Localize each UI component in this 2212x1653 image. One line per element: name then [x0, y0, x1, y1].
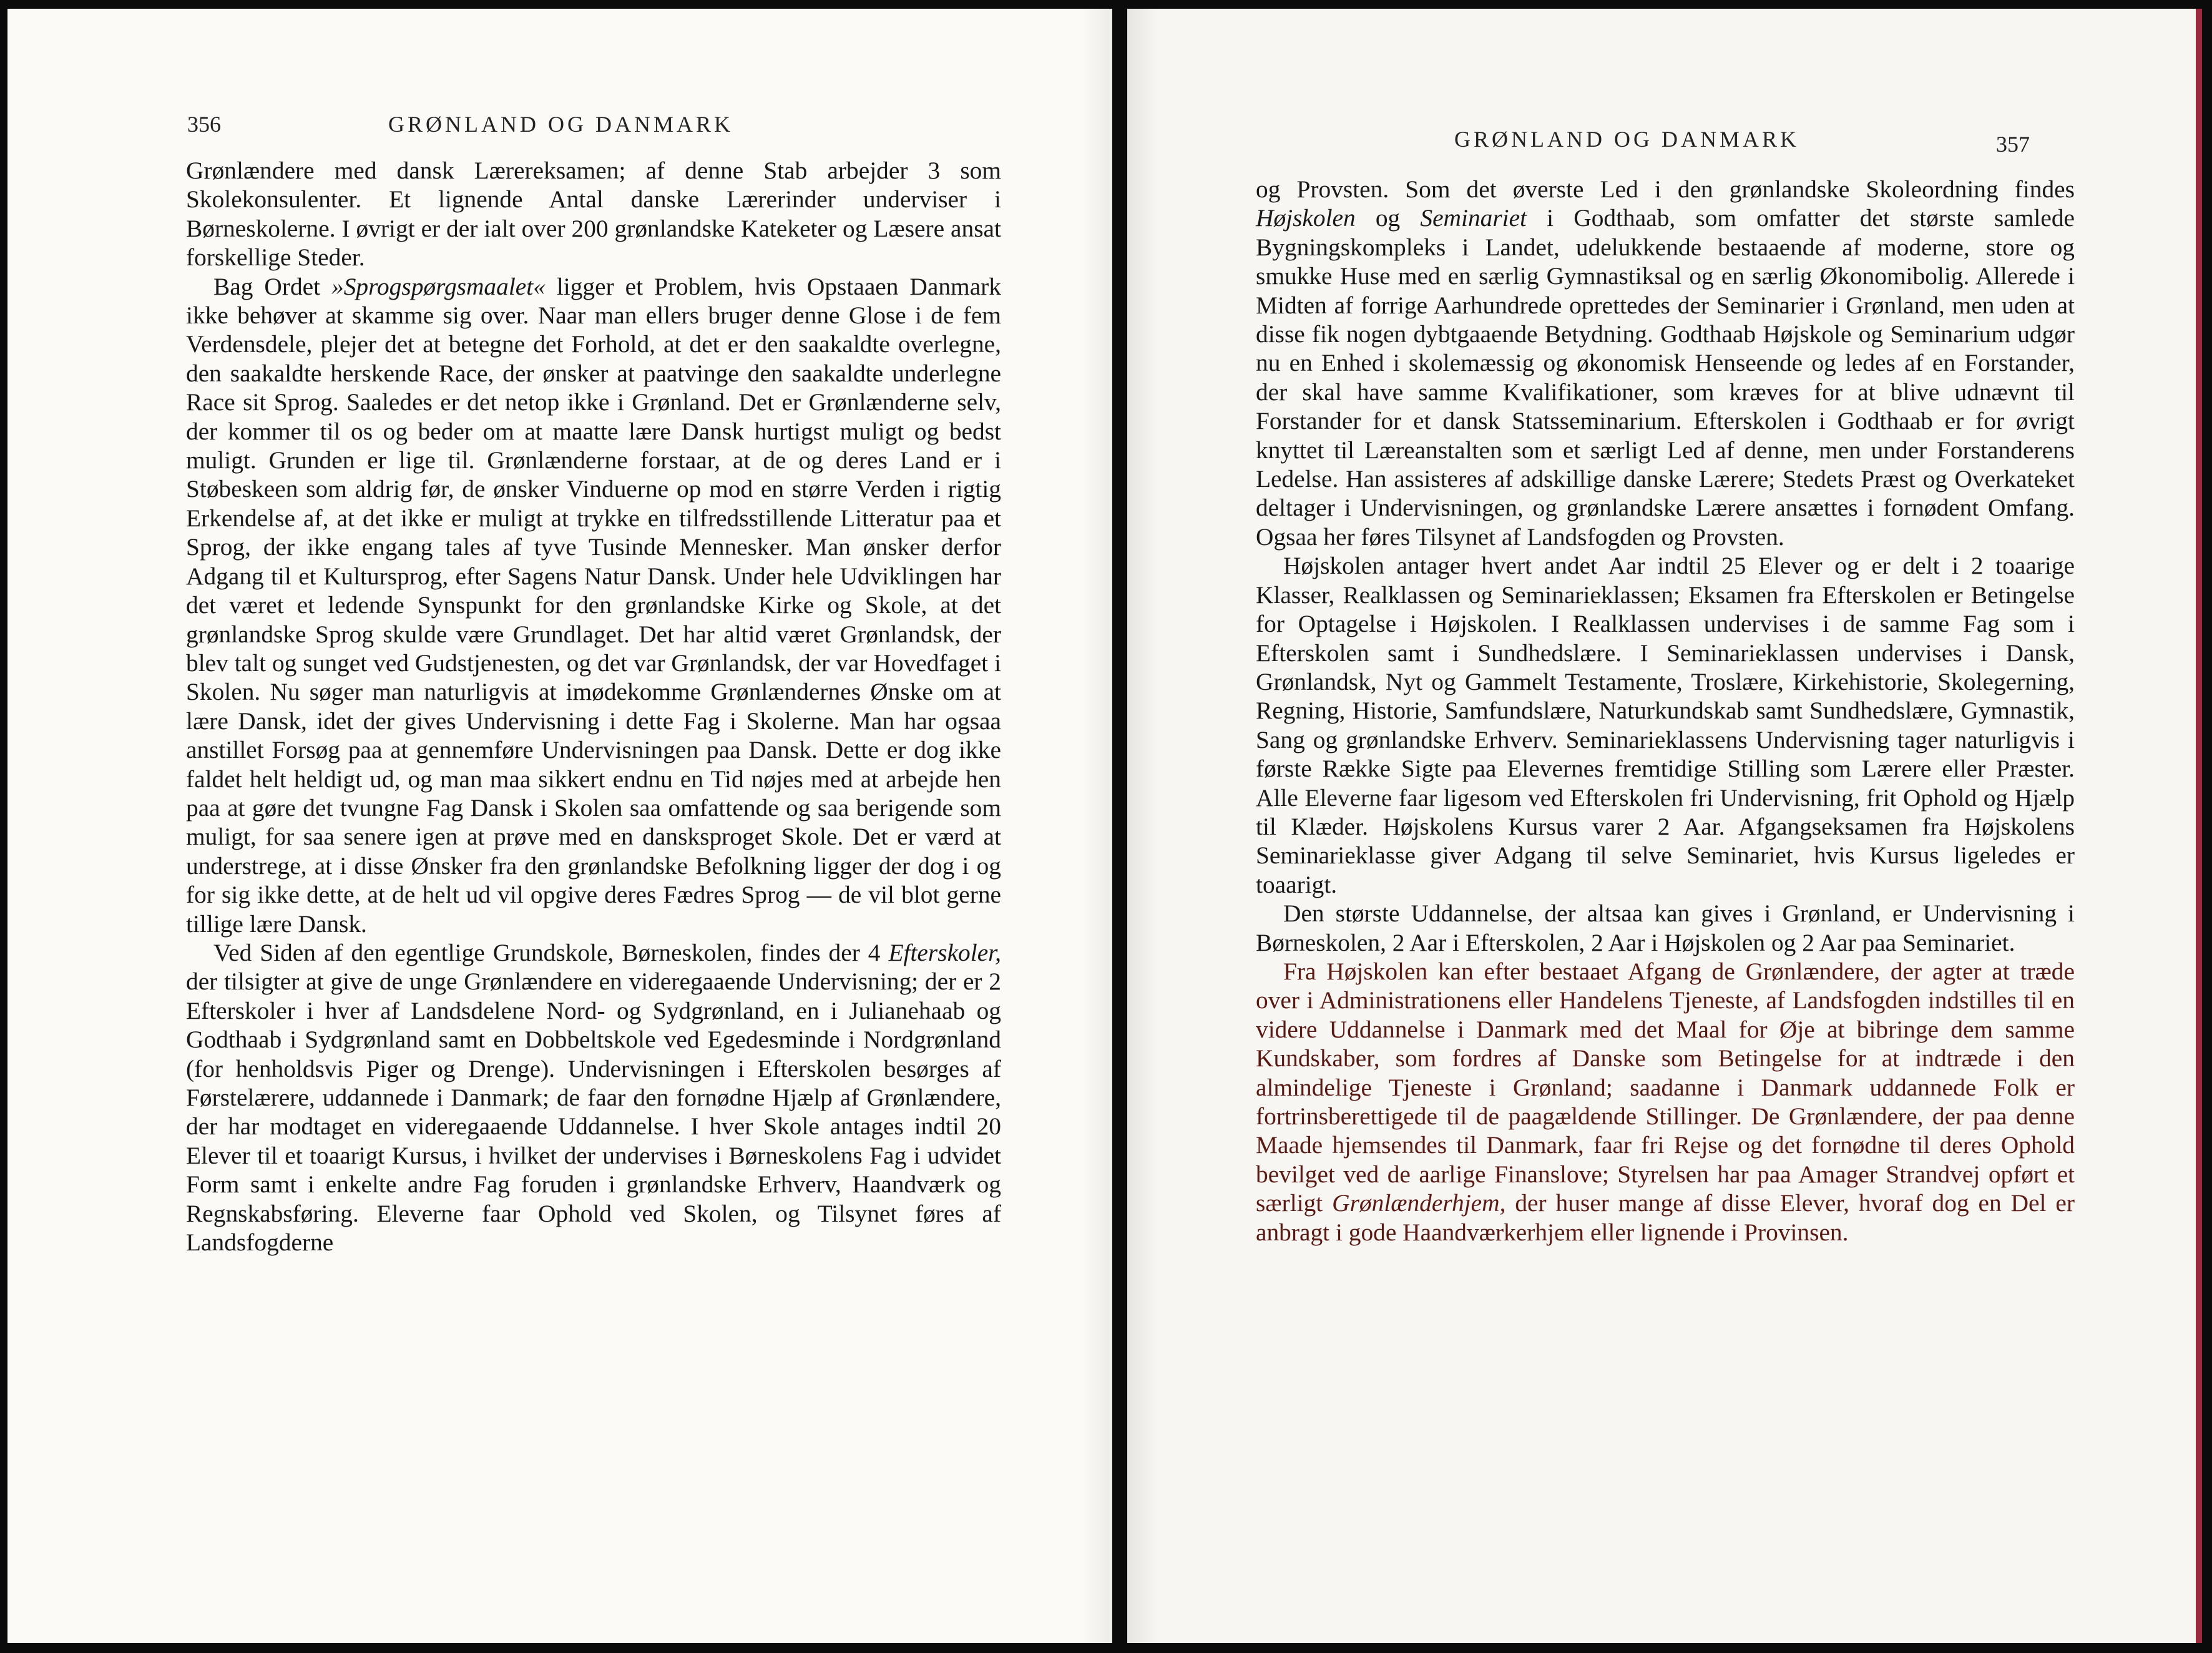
right-page [1127, 9, 2202, 1643]
italic-term: »Sprogspørgsmaalet« [331, 272, 546, 300]
text-run: Den største Uddannelse, der altsaa kan gives i Grønland, er Undervisning i Børneskolen, 2 Aar i Efterskolen, 2 Aar i Højskolen og 2 Aar paa Seminariet. [1256, 900, 2075, 956]
italic-term: Efterskoler, [888, 938, 1001, 966]
paragraph [186, 938, 1001, 1257]
paragraph [1256, 175, 2075, 551]
text-run: og [1355, 204, 1421, 232]
paragraph [186, 272, 1001, 938]
body-text [1256, 175, 2075, 1247]
italic-term: Grønlænderhjem, [1332, 1189, 1506, 1217]
text-run: der huser mange af disse Elever, hvoraf dog en Del er anbragt i gode Haandværkerhjem eller lignende i Provinsen. [1256, 1189, 2075, 1246]
spine-shadow [1127, 9, 1158, 1643]
paragraph [1256, 551, 2075, 899]
text-run: og Provsten. Som det øverste Led i den grønlandske Skoleordning findes [1256, 175, 2075, 203]
text-run: Ved Siden af den egentlige Grundskole, Børneskolen, findes der 4 [213, 938, 889, 966]
paragraph [1256, 899, 2075, 957]
text-run: Højskolen antager hvert andet Aar indtil 25 Elever og er delt i 2 toaarige Klasser, Realklassen og Seminarieklassen; Eksamen fra Efterskolen er Betingelse for Optagelse i Højskolen. I Realklassen undervises i de samme Fag som i Efterskolen samt i Sundhedslære. I Seminarieklassen undervises i Dansk, Grønlandsk, Nyt og Gammelt Testamente, Troslære, Kirkehistorie, Skolegerning, Regning, Historie, Samfundslære, Naturkundskab samt Sundhedslære, Gymnastik, Sang og grønlandske Erhverv. Seminarieklassens Undervisning tager naturligvis i første Række Sigte paa Elevernes fremtidige Stilling som Lærere eller Præster. Alle Eleverne faar ligesom ved Efterskolen fri Undervisning, frit Ophold og Hjælp til Klæder. Højskolens Kursus varer 2 Aar. Afgangseksamen fra Højskolens Seminarieklasse giver Adgang til selve Seminariet, hvis Kursus ligeledes er toaarigt. [1256, 552, 2075, 898]
text-run: i Godthaab, som omfatter det største samlede Bygningskompleks i Landet, udelukkende bestaaende af moderne, store og smukke Huse med en særlig Gymnastiksal og en særlig Økonomibolig. Allerede i Midten af forrige Aarhundrede oprettedes der Seminarier i Grønland, men uden at disse fik nogen dybtgaaende Betydning. Godthaab Højskole og Seminarium udgør nu en Enhed i skolemæssig og økonomisk Henseende og ledes af en Forstander, der skal have samme Kvalifikationer, som kræves for at blive udnævnt til Forstander for et dansk Statsseminarium. Efterskolen i Godthaab er for øvrigt knyttet til Læreanstalten som et særligt Led af denne, men under Forstanderens Ledelse. Han assisteres af adskillige danske Lærere; Stedets Præst og Overkateket deltager i Undervisningen, og grønlandske Lærere ansættes i fornødent Omfang. Ogsaa her føres Tilsynet af Landsfogden og Provsten. [1256, 204, 2075, 551]
text-run: Fra Højskolen kan efter bestaaet Afgang de Grønlændere, der agter at træde over i Administrationens eller Handelens Tjeneste, af Landsfogden indstilles til en videre Uddannelse i Danmark med det Maal for Øje at bibringe dem samme Kundskaber, som fordres af Danske som Betingelse for at indtræde i den almindelige Tjeneste i Grønland; saadanne i Danmark uddannede Folk er fortrinsberettigede til de paagældende Stillinger. De Grønlændere, der paa denne Maade hjemsendes til Danmark, faar fri Rejse og det fornødne til deres Ophold bevilget ved de aarlige Finanslove; Styrelsen har paa Amager Strandvej opført et særligt [1256, 957, 2075, 1217]
italic-term: Seminariet [1420, 204, 1527, 232]
italic-term: Højskolen [1256, 204, 1356, 232]
running-head: GRØNLAND OG DANMARK [388, 112, 733, 137]
text-run: der tilsigter at give de unge Grønlændere en videregaaende Undervisning; der er 2 Efterskoler i hver af Landsdelene Nord- og Sydgrønland, en i Julianehaab og Godthaab i Sydgrønland samt en Dobbeltskole ved Egedesminde i Nordgrønland (for henholdsvis Piger og Drenge). Undervisningen i Efterskolen besørges af Førstelærere, uddannede i Danmark; de faar den fornødne Hjælp af Grønlændere, der har modtaget en videregaaende Uddannelse. I hver Skole antages indtil 20 Elever til et toaarigt Kursus, i hvilket der undervises i Børneskolens Fag i udvidet Form samt i enkelte andre Fag foruden i grønlandske Erhverv, Haandværk og Regnskabsføring. Eleverne faar Ophold ved Skolen, og Tilsynet føres af Landsfogderne [186, 968, 1001, 1257]
running-head: GRØNLAND OG DANMARK [1454, 127, 1799, 152]
spine-shadow [1081, 9, 1112, 1643]
paragraph [1256, 957, 2075, 1247]
paragraph [186, 156, 1001, 272]
page-number: 356 [187, 112, 221, 137]
left-page [7, 9, 1112, 1643]
page-number: 357 [1996, 132, 2030, 157]
text-run: ligger et Problem, hvis Opstaaen Danmark ikke behøver at skamme sig over. Naar man ellers bruger denne Glose i de fem Verdensdele, plejer det at betegne det Forhold, at det er den saakaldte overlegne, den saakaldte herskende Race, der ønsker at paatvinge den saakaldte underlegne Race sit Sprog. Saaledes er det netop ikke i Grønland. Det er Grønlænderne selv, der kommer til os og beder om at maatte lære Dansk hurtigst muligt og bedst muligt. Grunden er lige til. Grønlænderne forstaar, at de og deres Land er i Støbeskeen som aldrig før, de ønsker Vinduerne op mod en større Verden i rigtig Erkendelse af, at det ikke er muligt at trykke en tilfredsstillende Litteratur paa et Sprog, der ikke engang tales af tyve Tusinde Mennesker. Man ønsker derfor Adgang til et Kultursprog, efter Sagens Natur Dansk. Under hele Udviklingen har det været et ledende Synspunkt for den grønlandske Kirke og Skole, at det grønlandske Sprog skulde være Grundlaget. Det har altid været Grønlandsk, der blev talt og sunget ved Gudstjenesten, og det var Grønlandsk, der var Hovedfaget i Skolen. Nu søger man naturligvis at imødekomme Grønlændernes Ønske om at lære Dansk, idet der gives Undervisning i dette Fag i Skolerne. Man har ogsaa anstillet Forsøg paa at gennemføre Undervisningen paa Dansk. Dette er dog ikke faldet helt heldigt ud, og man maa sikkert endnu en Tid nøjes med at arbejde hen paa at gøre det tvungne Fag Dansk i Skolen saa omfattende og saa berigende som muligt, for saa senere igen at prøve med en dansksproget Skole. Det er værd at understrege, at i disse Ønsker fra den grønlandske Befolkning ligger der dog i og for sig ikke dette, at de helt ud vil opgive deres Fædres Sprog — de vil blot gerne tillige lære Dansk. [186, 272, 1001, 938]
body-text [186, 156, 1001, 1257]
text-run: Bag Ordet [213, 272, 332, 300]
page-edge [2196, 9, 2202, 1643]
text-run: Grønlændere med dansk Lærereksamen; af denne Stab arbejder 3 som Skolekonsulenter. Et lignende Antal danske Lærerinder underviser i Børneskolerne. I øvrigt er der ialt over 200 grønlandske Kateketer og Læsere ansat forskellige Steder. [186, 157, 1001, 272]
